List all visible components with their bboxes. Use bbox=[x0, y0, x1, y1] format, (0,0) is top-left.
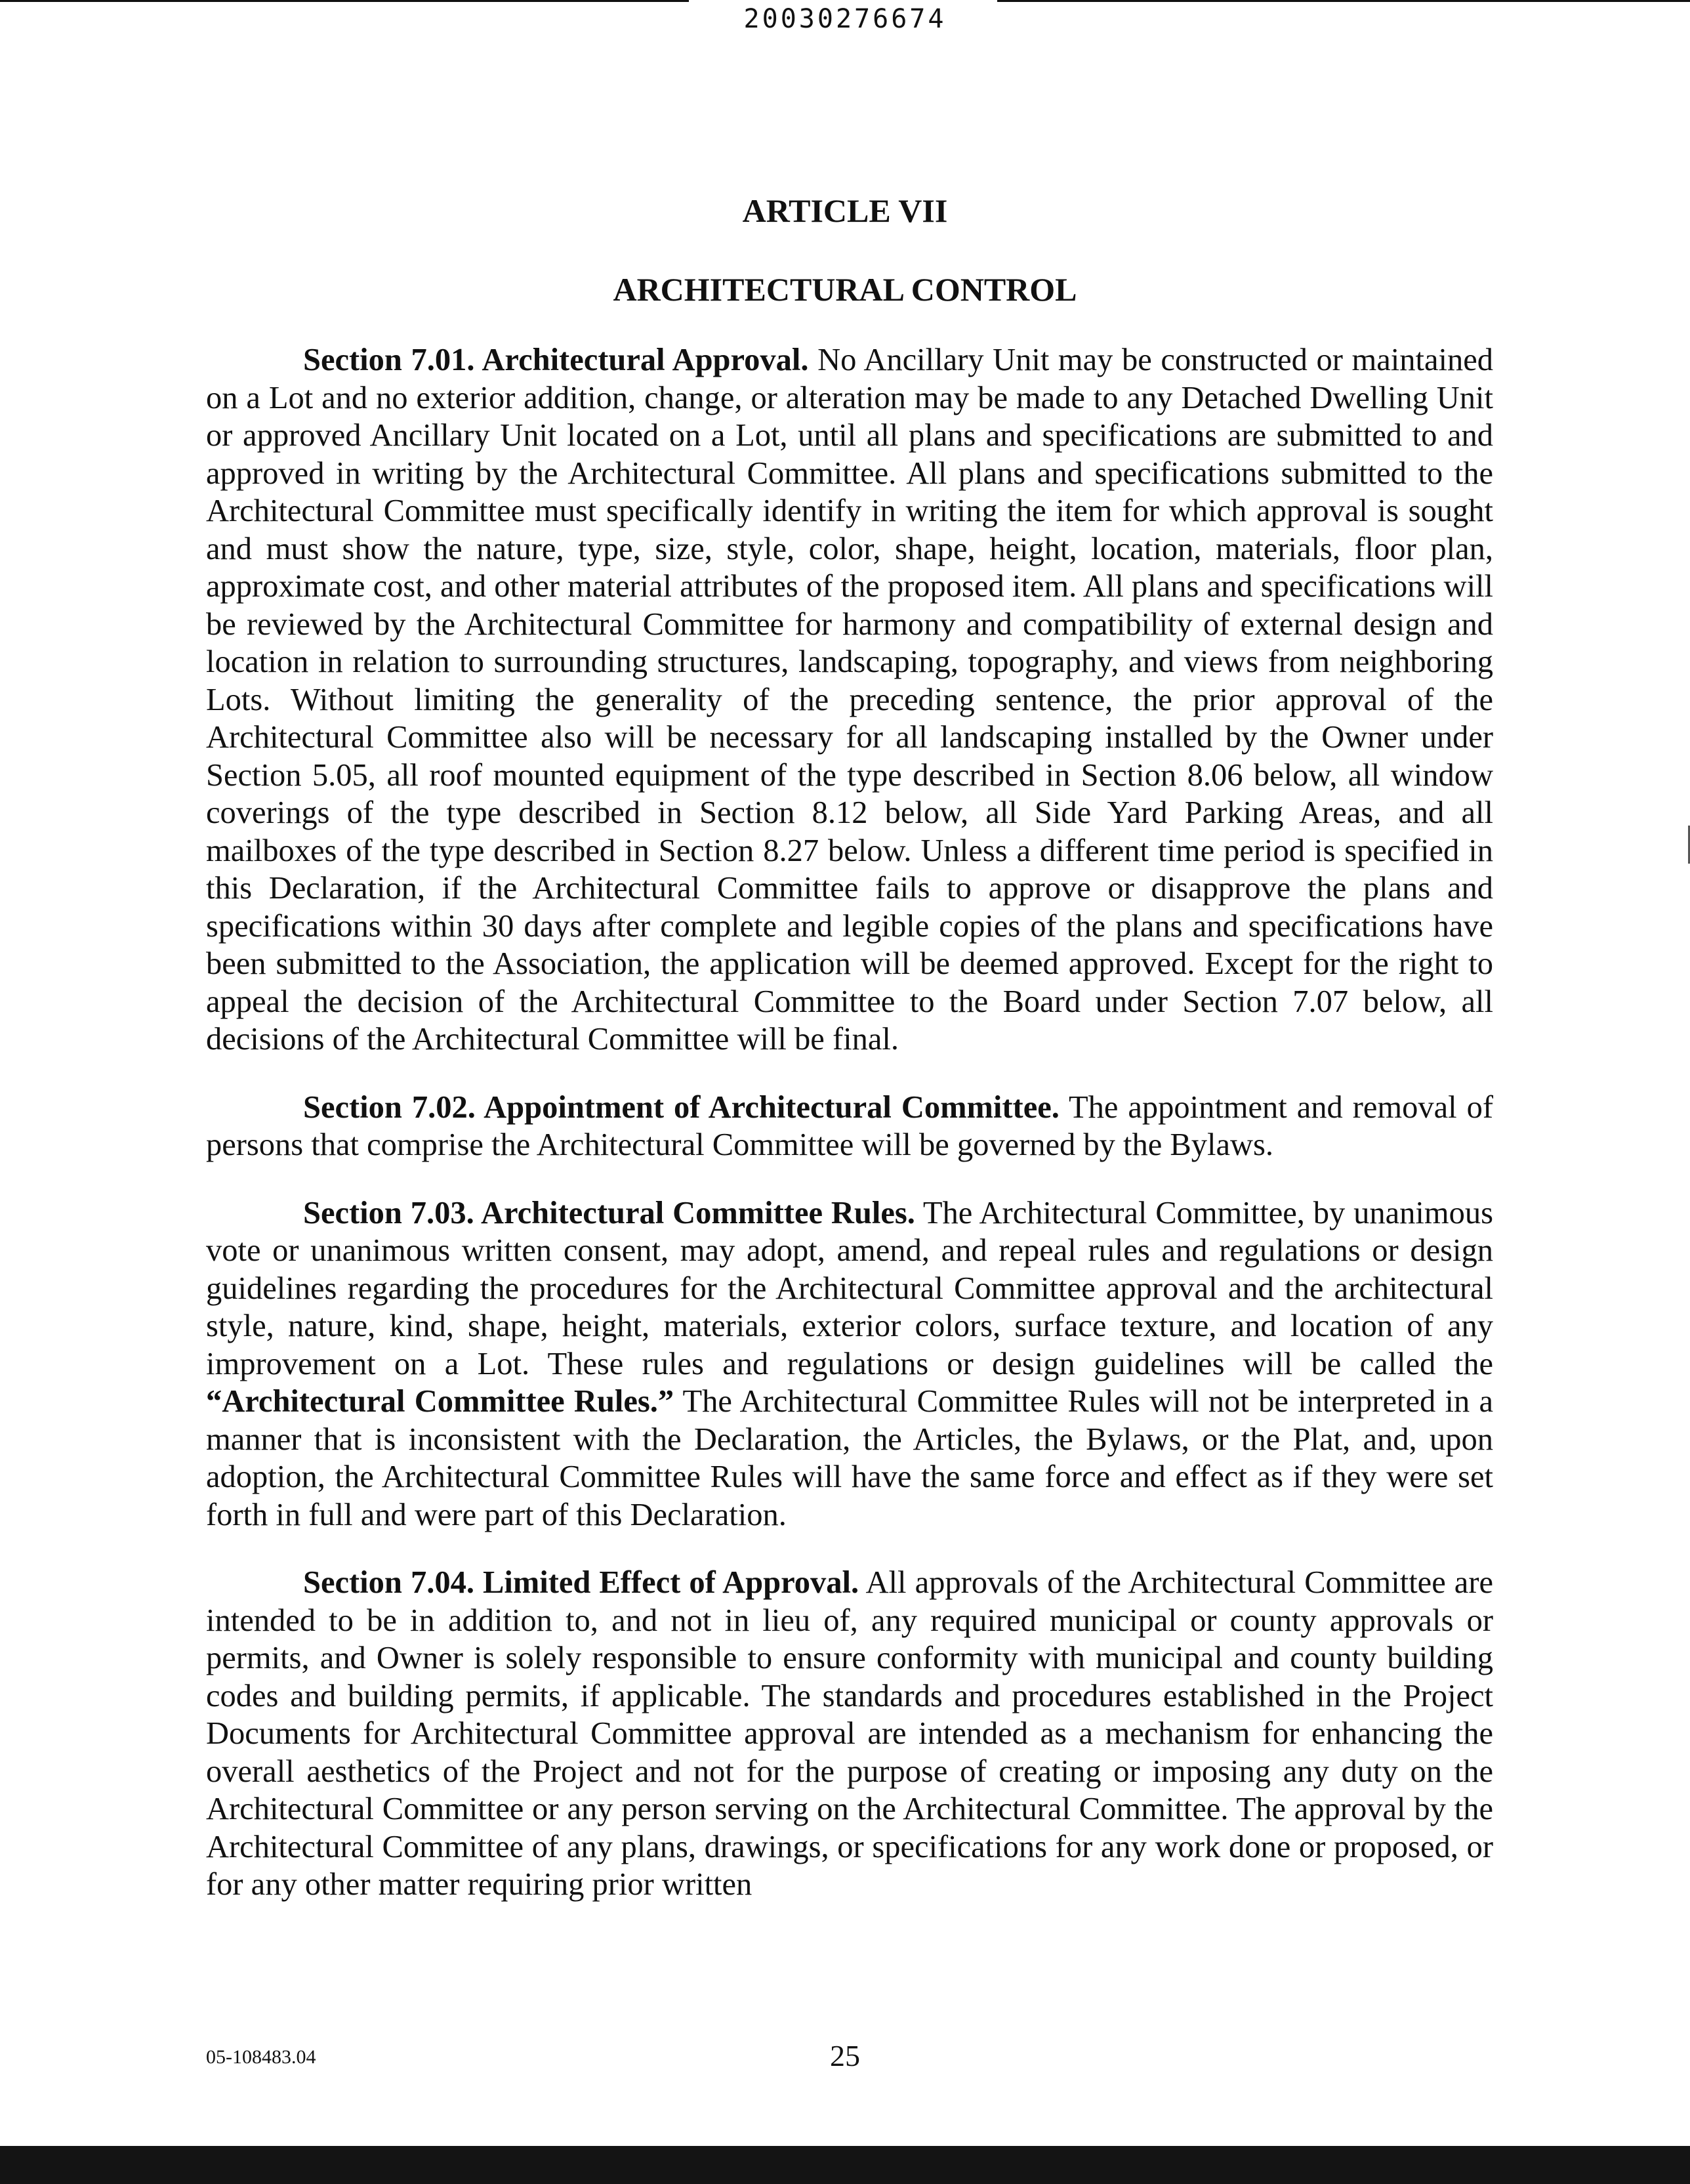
top-rule-left bbox=[0, 0, 689, 2]
section-text: The appointment and removal of persons that comprise the Architectural Committee will be governed by the Bylaws. bbox=[206, 1089, 1494, 1162]
footer-document-code: 05-108483.04 bbox=[206, 2046, 316, 2068]
scan-bottom-border bbox=[0, 2146, 1690, 2184]
section-7-02 bbox=[206, 1089, 1493, 1164]
section-text: All approvals of the Architectural Committee are intended to be in addition to, and not in lieu of, any required municipal or county approvals or permits, and Owner is solely responsible to ensure conformity with municipal and county building codes and building permits, if applicable. The standards and procedures established in the Project Documents for Architectural Committee approval are intended as a mechanism for enhancing the overall aesthetics of the Project and not for the purpose of creating or imposing any duty on the Architectural Committee or any person serving on the Architectural Committee. The approval by the Architectural Committee of any plans, drawings, or specifications for any work done or proposed, or for any other matter requiring prior written bbox=[206, 1565, 1494, 1902]
section-heading: Section 7.01. Architectural Approval. bbox=[303, 343, 809, 377]
section-7-03 bbox=[206, 1194, 1493, 1534]
section-heading: Section 7.02. Appointment of Architectural Committee. bbox=[303, 1089, 1060, 1125]
section-text-continued: The Architectural Committee Rules will not be interpreted in a manner that is inconsistent with the Declaration, the Articles, the Bylaws, or the Plat, and, upon adoption, the Architectural Committee Rules will have the same force and effect as if they were set forth in full and were part of this Declaration. bbox=[206, 1384, 1493, 1532]
defined-term: “Architectural Committee Rules.” bbox=[206, 1384, 674, 1419]
section-7-04 bbox=[206, 1564, 1493, 1904]
article-title: ARTICLE VII bbox=[742, 192, 948, 229]
document-body bbox=[206, 341, 1493, 1904]
section-text: The Architectural Committee, by unanimous vote or unanimous written consent, may adopt, amend, and repeal rules and regulations or design guidelines regarding the procedures for the Architectural Committee approval and the architectural style, nature, kind, shape, height, materials, exterior colors, surface texture, and location of any improvement on a Lot. These rules and regulations or design guidelines will be called the bbox=[206, 1195, 1494, 1381]
section-7-01 bbox=[206, 341, 1493, 1059]
section-heading: Section 7.04. Limited Effect of Approval. bbox=[303, 1565, 859, 1600]
section-text: No Ancillary Unit may be constructed or maintained on a Lot and no exterior addition, change, or alteration may be made to any Detached Dwelling Unit or approved Ancillary Unit located on a Lot, until all plans and specifications are submitted to and approved in writing by the Architectural Committee. All plans and specifications submitted to the Architectural Committee must specifically identify in writing the item for which approval is sought and must show the nature, type, size, style, color, shape, height, location, materials, floor plan, approximate cost, and other material attributes of the proposed item. All plans and specifications will be reviewed by the Architectural Committee for harmony and compatibility of external design and location in relation to surrounding structures, landscaping, topography, and views from neighboring Lots. Without limiting the generality of the preceding sentence, the prior approval of the Architectural Committee also will be necessary for all landscaping installed by the Owner under Section 5.05, all roof mounted equipment of the type described in Section 8.06 below, all window coverings of the type described in Section 8.12 below, all Side Yard Parking Areas, and all mailboxes of the type described in Section 8.27 below. Unless a different time period is specified in this Declaration, if the Architectural Committee fails to approve or disapprove the plans and specifications within 30 days after complete and legible copies of the plans and specifications have been submitted to the Association, the application will be deemed approved. Except for the right to appeal the decision of the Architectural Committee to the Board under Section 7.07 below, all decisions of the Architectural Committee will be final. bbox=[206, 343, 1494, 1057]
document-number: 20030276674 bbox=[743, 4, 947, 34]
article-subtitle: ARCHITECTURAL CONTROL bbox=[613, 271, 1077, 308]
section-heading: Section 7.03. Architectural Committee Rules. bbox=[303, 1195, 915, 1230]
top-rule-right bbox=[997, 0, 1690, 2]
page-number: 25 bbox=[830, 2039, 860, 2072]
